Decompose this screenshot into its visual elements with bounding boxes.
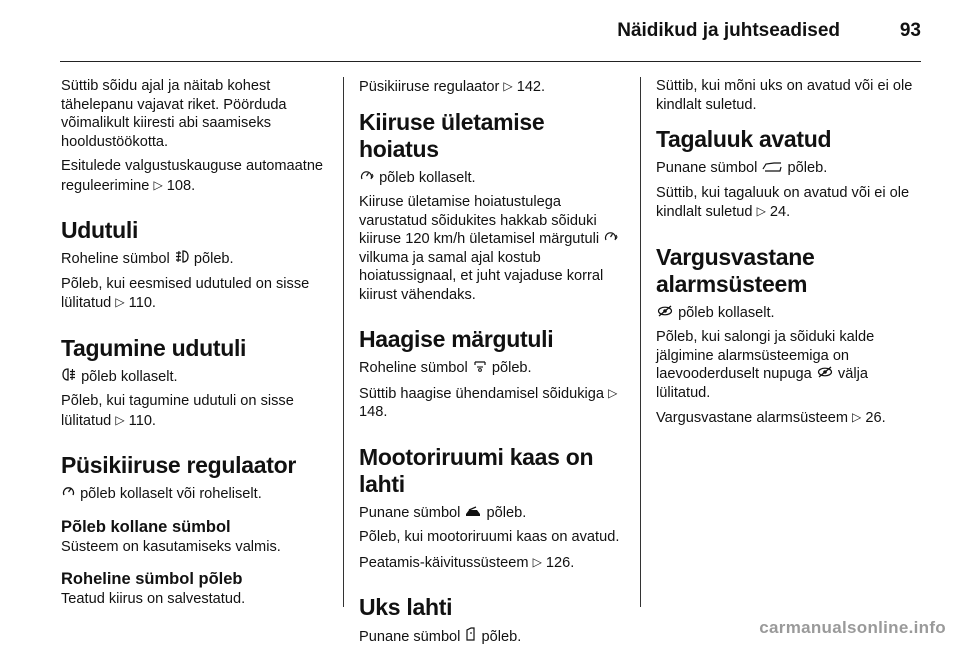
column-divider-1 [343,77,344,607]
header-divider [60,61,921,62]
paragraph: põleb kollaselt. [61,368,329,387]
paragraph: Põleb, kui mootoriruumi kaas on avatud. [359,529,620,545]
paragraph: Süttib, kui tagaluuk on avatud või ei ole kindlalt suletud ▷ 24. [656,184,910,220]
section-heading-mootoriruum: Mootoriruumi kaas on lahti [359,443,594,497]
page-ref-arrow-icon: ▷ [115,412,125,427]
paragraph: Vargusvastane alarmsüsteem ▷ 26. [656,410,886,426]
page-ref-arrow-icon: ▷ [756,204,766,218]
paragraph: Kiiruse ületamise hoiatustulega varustatud sõidukites hakkab sõiduki kiiruse 120 km/h ületamisel märgutuli vilkuma ja samal ajal kostub hoiatussignaal, et juht vajaduse korral kiirust vähendaks. [359,193,627,304]
paragraph: Teatud kiirus on salvestatud. [61,591,246,607]
cruise-control-icon [61,485,76,504]
anti-theft-alarm-icon [656,304,674,323]
anti-theft-alarm-icon [816,365,834,384]
paragraph: Roheline sümbol põleb. [61,251,234,267]
section-heading-tagumine-udutuli: Tagumine udutuli [61,334,247,361]
paragraph: Punane sümbol põleb. [359,504,527,521]
watermark: carmanualsonline.info [759,618,946,637]
section-heading-tagaluuk: Tagaluuk avatud [656,126,832,152]
paragraph: Esitulede valgustuskauguse automaatne reguleerimine ▷ 108. [61,158,324,194]
subheading-kollane: Põleb kollane sümbol [61,517,231,536]
section-heading-haagis: Haagise märgutuli [359,326,554,352]
subheading-roheline: Roheline sümbol põleb [61,570,243,588]
trailer-icon [472,359,488,378]
page-ref-arrow-icon: ▷ [532,554,542,569]
paragraph: Püsikiiruse regulaator ▷ 142. [359,79,546,95]
page-ref-link[interactable]: 110. [128,295,156,311]
paragraph: põleb kollaselt. [359,169,627,188]
paragraph: Põleb, kui tagumine udutuli on sisse lülitatud ▷ 110. [61,393,294,429]
paragraph: põleb kollaselt või roheliselt. [61,485,329,504]
paragraph: Põleb, kui eesmised udutuled on sisse lülitatud ▷ 110. [61,275,310,311]
page-ref-link[interactable]: 110. [128,412,156,429]
page-ref-link[interactable]: 108. [166,177,196,194]
paragraph: Punane sümbol põleb. [359,629,522,645]
page-ref-arrow-icon: ▷ [608,385,618,400]
speed-warning-icon [603,230,619,249]
column-1 [61,77,329,615]
section-heading-udutuli: Udutuli [61,217,139,243]
paragraph: Punane sümbol põleb. [656,160,828,176]
page-ref-arrow-icon: ▷ [852,410,862,424]
page-number: 93 [899,20,921,41]
section-heading-uks-lahti: Uks lahti [359,594,453,620]
column-2 [359,77,627,653]
page-ref-link[interactable]: 126. [545,554,575,571]
tailgate-open-icon [761,159,783,178]
section-heading-vargusvastane: Vargusvastane alarmsüsteem [656,243,815,297]
page-ref-arrow-icon: ▷ [153,177,163,192]
page-header [0,0,960,60]
front-fog-light-icon [174,250,190,269]
paragraph: Süttib haagise ühendamisel sõidukiga ▷ 148. [359,385,618,420]
section-heading-kiiruse-hoiatus: Kiiruse ületamise hoiatus [359,108,545,162]
hood-open-icon [464,504,482,523]
page-ref-link[interactable]: 142. [516,79,546,95]
paragraph: Süttib, kui mõni uks on avatud või ei ole kindlalt suletud. [656,78,913,113]
page-ref-link[interactable]: 148. [359,404,388,420]
paragraph: Põleb, kui salongi ja sõiduki kalde jälgimine alarmsüsteemiga on laevooderduselt nupuga välja lülitatud. [656,329,875,401]
door-open-icon [464,627,477,647]
page-ref-link[interactable]: 24. [769,204,791,220]
paragraph: Süsteem on kasutamiseks valmis. [61,538,281,555]
rear-fog-light-icon [61,368,77,387]
paragraph: Süttib sõidu ajal ja näitab kohest tähelepanu vajavat riket. Pöörduda võimalikult kiiresti abi saamiseks hooldustöökotta. [61,78,287,150]
paragraph: põleb kollaselt. [656,304,924,323]
page-ref-arrow-icon: ▷ [503,79,513,93]
page-ref-arrow-icon: ▷ [115,295,125,309]
paragraph: Roheline sümbol põleb. [359,360,532,376]
paragraph: Peatamis-käivitussüsteem ▷ 126. [359,554,575,571]
page-ref-link[interactable]: 26. [865,410,886,426]
column-divider-2 [640,77,641,607]
section-heading-pysikiirus: Püsikiiruse regulaator [61,452,296,478]
header-title: Näidikud ja juhtseadised [617,20,840,41]
column-3 [656,77,924,434]
speed-warning-icon [359,169,375,188]
